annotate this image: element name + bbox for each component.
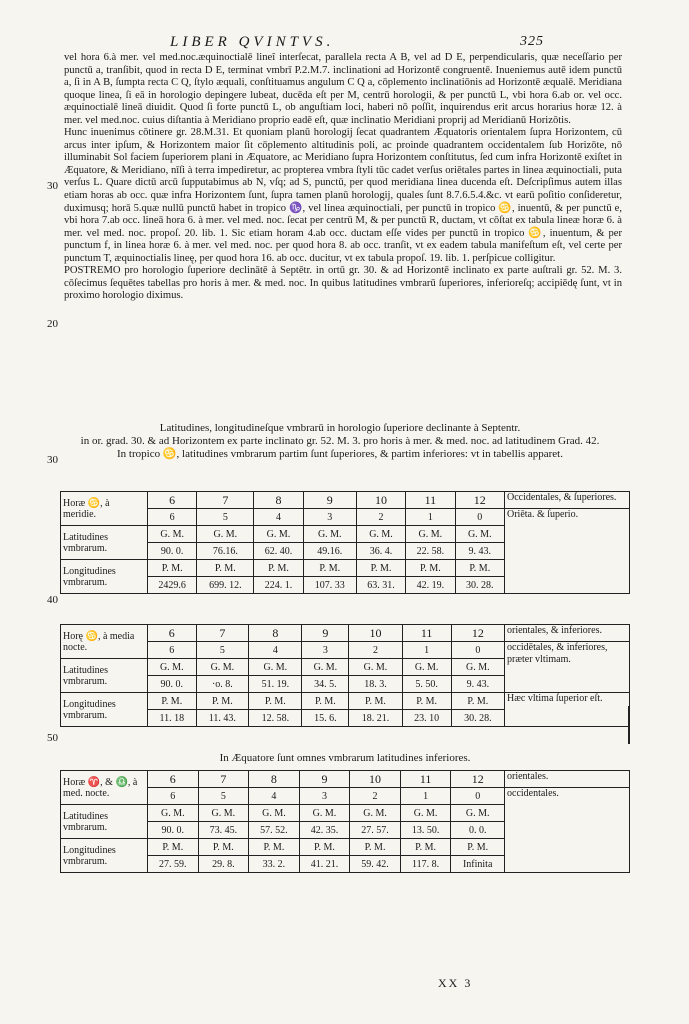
value-cell: 117. 8. <box>400 856 451 873</box>
table-caption <box>60 422 620 461</box>
unit-cell: G. M. <box>197 526 254 543</box>
unit-cell: G. M. <box>303 526 356 543</box>
unit-cell: P. M. <box>148 839 199 856</box>
unit-cell: G. M. <box>148 659 197 676</box>
unit-cell: P. M. <box>400 839 451 856</box>
hour-cell: 10 <box>349 625 402 642</box>
hour-cell: 0 <box>451 642 504 659</box>
unit-cell: G. M. <box>148 805 199 822</box>
equator-note: In Æquatore ſunt omnes vmbrarum latitudines inferiores. <box>219 752 471 764</box>
value-cell: 5. 50. <box>402 676 451 693</box>
hour-cell: 2 <box>349 642 402 659</box>
unit-cell: P. M. <box>249 693 302 710</box>
margin-number: 30 <box>47 454 58 466</box>
unit-cell: G. M. <box>299 805 350 822</box>
hour-cell: 6 <box>148 492 197 509</box>
value-cell: 15. 6. <box>302 710 349 727</box>
unit-cell: P. M. <box>455 560 504 577</box>
value-cell: 30. 28. <box>455 577 504 594</box>
row-label: Longitudines vmbrarum. <box>61 560 148 594</box>
unit-cell: P. M. <box>350 839 401 856</box>
unit-cell: P. M. <box>197 560 254 577</box>
row-label: Longitudines vmbrarum. <box>61 839 148 873</box>
value-cell: 51. 19. <box>249 676 302 693</box>
unit-cell: P. M. <box>451 693 504 710</box>
unit-cell: G. M. <box>400 805 451 822</box>
unit-cell: P. M. <box>349 693 402 710</box>
side-note: occidentales. <box>505 788 630 873</box>
unit-cell: P. M. <box>451 839 505 856</box>
hour-cell: 8 <box>254 492 303 509</box>
value-cell: 22. 58. <box>406 543 455 560</box>
value-cell: 90. 0. <box>148 543 197 560</box>
value-cell: 9. 43. <box>451 676 504 693</box>
hour-cell: 4 <box>254 509 303 526</box>
side-note: orientales. <box>505 771 630 788</box>
hour-cell: 12 <box>451 625 504 642</box>
hour-cell: 1 <box>402 642 451 659</box>
row-label: Latitudines vmbrarum. <box>61 526 148 560</box>
hour-cell: 1 <box>400 788 451 805</box>
value-cell: 2429.6 <box>148 577 197 594</box>
side-note: Oriēta. & ſuperio. <box>505 509 630 594</box>
hour-cell: 7 <box>197 492 254 509</box>
hour-cell: 11 <box>406 492 455 509</box>
hour-cell: 5 <box>197 509 254 526</box>
value-cell: 29. 8. <box>198 856 249 873</box>
unit-cell: G. M. <box>249 805 300 822</box>
unit-cell: G. M. <box>349 659 402 676</box>
hour-cell: 5 <box>196 642 249 659</box>
value-cell: 42. 35. <box>299 822 350 839</box>
hour-cell: 9 <box>303 492 356 509</box>
page-number: 325 <box>520 34 544 49</box>
value-cell: 41. 21. <box>299 856 350 873</box>
value-cell: 34. 5. <box>302 676 349 693</box>
value-cell: 42. 19. <box>406 577 455 594</box>
unit-cell: P. M. <box>299 839 350 856</box>
side-note: Occidentales, & ſuperiores. <box>505 492 630 509</box>
value-cell: 90. 0. <box>148 676 197 693</box>
unit-cell: G. M. <box>254 526 303 543</box>
row-label: Horæ ♈, & ♎, à med. nocte. <box>61 771 148 805</box>
hour-cell: 10 <box>350 771 401 788</box>
value-cell: 62. 40. <box>254 543 303 560</box>
unit-cell: G. M. <box>406 526 455 543</box>
value-cell: 13. 50. <box>400 822 451 839</box>
value-cell: 11. 18 <box>148 710 197 727</box>
margin-number: 50 <box>47 732 58 744</box>
hour-cell: 8 <box>249 771 300 788</box>
paragraph: Hunc inuenimus cōtinere gr. 28.M.31. Et quoniam planū horologij ſecat quadrantem Æquatoris orientalem ſupra Horizontem, cū arcus inter ipſum, & Horizontem maior ſit cōplemento altitudinis poli, ac proinde quadrantem occidentalem ſub Horizōte, nō illuminabit Sol faciem ſuperiorem plani in Æquatore, ac Meridiano ſupra Horizontem conſtitutus, ſed cum infra Horizontē exiſtet in Æquatore, & Meridiano, nīſi à terra impediretur, ac propterea vmbra ſtyli tūc cadet verſus oriētales partes in linea æquinoctiali, puta verſus L. Quare dictū arcū ſupputabimus ab N, vſq; ad S, punctū, per quod meridiana linea ducenda eſt. Deſcripſimus autem illas etiam horas ab occ. quæ infra Horizontem ſunt, ſupra tamen planū horologij, quales ſunt 8.7.6.5.4.&c. vt earū poſitio conſideretur, duximusq; horā 5.quæ nullū punctū habet in tropico ♑, vel linea æquinoctiali, per punctū in tropico ♋, inuentū, & per punctū e, vbi hora 7.ab occ. lineā hora 6. à mer. vel med. noc. ſecat per centrū M, & per punctū R, ductam, vt cōſtat ex tabula lineæ horæ 6. à mer. vel med. noc. propoſ. 20. lib. 1. Sic etiam horam 4.ab occ. ductam eſſe vides per punctū in tropico ♋, inuentum, & per punctum f, in linea horæ 6. à mer. vel med. noc. per quod hora 8. ab occ. tranſit, vt ex eadem tabula manifeſtum eſt, vel certe per punctum T, æquinoctialis lineę, per quod hora 16. ab occ. ducitur, vt ex tabula propoſ. 19. lib. 1. perſpicue colligitur. <box>64 127 622 264</box>
hour-cell: 3 <box>303 509 356 526</box>
side-note: orientales, & inferiores. <box>505 625 630 642</box>
value-cell: 59. 42. <box>350 856 401 873</box>
hour-cell: 9 <box>299 771 350 788</box>
value-cell: 699. 12. <box>197 577 254 594</box>
hour-cell: 4 <box>249 788 300 805</box>
value-cell: 33. 2. <box>249 856 300 873</box>
value-cell: 90. 0. <box>148 822 199 839</box>
hour-cell: 1 <box>406 509 455 526</box>
value-cell: 0. 0. <box>451 822 505 839</box>
value-cell: Infinita <box>451 856 505 873</box>
unit-cell: P. M. <box>198 839 249 856</box>
value-cell: 18. 21. <box>349 710 402 727</box>
shadow-table-tropic-cancer-noon <box>60 491 630 594</box>
value-cell: 18. 3. <box>349 676 402 693</box>
row-label: Horæ ♋, à meridie. <box>61 492 148 526</box>
row-label: Longitudines vmbrarum. <box>61 693 148 727</box>
unit-cell: P. M. <box>148 693 197 710</box>
shadow-table-tropic-cancer-midnight <box>60 624 630 727</box>
unit-cell: G. M. <box>148 526 197 543</box>
signature-mark: XX 3 <box>438 976 473 990</box>
margin-mark <box>628 706 630 744</box>
value-cell: 36. 4. <box>356 543 405 560</box>
hour-cell: 7 <box>198 771 249 788</box>
unit-cell: P. M. <box>254 560 303 577</box>
unit-cell: P. M. <box>249 839 300 856</box>
hour-cell: 10 <box>356 492 405 509</box>
unit-cell: G. M. <box>350 805 401 822</box>
hour-cell: 4 <box>249 642 302 659</box>
value-cell: 224. 1. <box>254 577 303 594</box>
caption-line: in or. grad. 30. & ad Horizontem ex parte inclinato gr. 52. M. 3. pro horis à mer. & med. noc. ad latitudinem Grad. 42. <box>80 435 600 447</box>
value-cell: 12. 58. <box>249 710 302 727</box>
hour-cell: 0 <box>455 509 504 526</box>
hour-cell: 6 <box>148 625 197 642</box>
unit-cell: G. M. <box>196 659 249 676</box>
value-cell: 9. 43. <box>455 543 504 560</box>
margin-number: 20 <box>47 318 58 330</box>
value-cell: 57. 52. <box>249 822 300 839</box>
hour-cell: 6 <box>148 788 199 805</box>
row-label: Latitudines vmbrarum. <box>61 805 148 839</box>
unit-cell: P. M. <box>402 693 451 710</box>
caption-line: In tropico ♋, latitudines vmbrarum partim ſunt ſuperiores, & partim inferiores: vt in tabellis apparet. <box>117 448 563 460</box>
hour-cell: 2 <box>356 509 405 526</box>
unit-cell: G. M. <box>451 659 504 676</box>
body-text <box>64 52 622 303</box>
value-cell: 73. 45. <box>198 822 249 839</box>
value-cell: 107. 33 <box>303 577 356 594</box>
unit-cell: G. M. <box>402 659 451 676</box>
hour-cell: 7 <box>196 625 249 642</box>
unit-cell: G. M. <box>198 805 249 822</box>
side-note: Hæc vltima ſuperior eſt. <box>505 693 630 727</box>
unit-cell: P. M. <box>302 693 349 710</box>
unit-cell: G. M. <box>455 526 504 543</box>
value-cell: 11. 43. <box>196 710 249 727</box>
unit-cell: P. M. <box>356 560 405 577</box>
running-title: LIBER QVINTVS. <box>170 34 335 50</box>
unit-cell: G. M. <box>302 659 349 676</box>
unit-cell: G. M. <box>356 526 405 543</box>
value-cell: ·o. 8. <box>196 676 249 693</box>
hour-cell: 5 <box>198 788 249 805</box>
value-cell: 63. 31. <box>356 577 405 594</box>
unit-cell: P. M. <box>303 560 356 577</box>
hour-cell: 6 <box>148 509 197 526</box>
hour-cell: 6 <box>148 771 199 788</box>
value-cell: 27. 57. <box>350 822 401 839</box>
hour-cell: 3 <box>299 788 350 805</box>
row-label: Horę ♋, à media nocte. <box>61 625 148 659</box>
value-cell: 23. 10 <box>402 710 451 727</box>
hour-cell: 3 <box>302 642 349 659</box>
hour-cell: 6 <box>148 642 197 659</box>
row-label: Latitudines vmbrarum. <box>61 659 148 693</box>
unit-cell: P. M. <box>406 560 455 577</box>
unit-cell: G. M. <box>451 805 505 822</box>
hour-cell: 2 <box>350 788 401 805</box>
caption-line: Latitudines, longitudineſque vmbrarū in horologio ſuperiore declinante à Septentr. <box>159 422 521 434</box>
value-cell: 27. 59. <box>148 856 199 873</box>
hour-cell: 8 <box>249 625 302 642</box>
side-note: occidētales, & inferiores, præter vltimam. <box>505 642 630 693</box>
shadow-table-equinox-midnight <box>60 770 630 873</box>
value-cell: 76.16. <box>197 543 254 560</box>
paragraph: vel hora 6.à mer. vel med.noc.æquinoctialē lineî interſecat, parallela recta A B, vel ad D E, perpendicularis, quæ neceſſario per punctū a, tranſibit, quod in recta D E, terminat vmbrī P.2.M.7. inclinationi ad Horizontē congruentē. Inueniemus autē idem punctū a, ſi in A B, ſumpta recta C Q, ſtylo æquali, conſtituamus angulum C Q a, cōplemento inclinatiōnis ad Horizontē æqualē. Meridiana quoque linea, ſi eā in horologio depingere lubeat, ducēda eſt per M, centrū horologii, & per punctū L, vbi hora 6.ab or. vel occ. æquinoctialē lineā diuidit. Quod ſi forte punctū L, ob anguſtiam loci, haberi nō poſſit, inquirendus erit arcus horarius horæ 12. à mer. vel med.noc. cuius diſtantia à Meridiano proprio eadē eſt, quæ inclinatio Meridiani proprij ad Meridianū Horizōtis. <box>64 52 622 126</box>
value-cell: 49.16. <box>303 543 356 560</box>
unit-cell: G. M. <box>249 659 302 676</box>
value-cell: 30. 28. <box>451 710 504 727</box>
hour-cell: 11 <box>402 625 451 642</box>
hour-cell: 12 <box>455 492 504 509</box>
paragraph: POSTREMO pro horologio ſuperiore declinātē à Septētr. in ortū gr. 30. & ad Horizontē inclinato ex parte auſtrali gr. 52. M. 3. cōſecimus ſequētes tabellas pro horis à mer. & med. noc. In quibus latitudines vmbrarū ſuperiores, inferioreſq; accipiēdę ſunt, vt in proximo horologio diximus. <box>64 265 622 302</box>
margin-number: 40 <box>47 594 58 606</box>
hour-cell: 9 <box>302 625 349 642</box>
unit-cell: P. M. <box>196 693 249 710</box>
unit-cell: P. M. <box>148 560 197 577</box>
hour-cell: 11 <box>400 771 451 788</box>
hour-cell: 12 <box>451 771 505 788</box>
margin-number: 30 <box>47 180 58 192</box>
hour-cell: 0 <box>451 788 505 805</box>
